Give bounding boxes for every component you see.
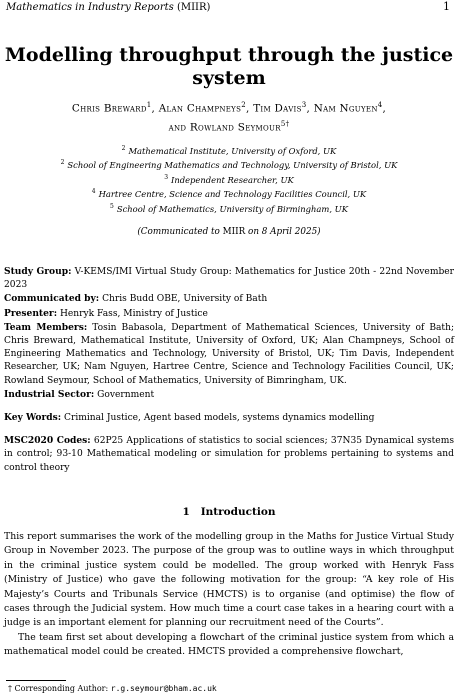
footnote bbox=[8, 684, 217, 693]
affiliation: $^4$ Hartree Centre, Science and Technology Facilities Council, UK bbox=[91, 188, 367, 199]
page-number: 1 bbox=[443, 0, 450, 13]
author-mark: 2 bbox=[241, 101, 246, 109]
affiliation: $^2$ School of Engineering Mathematics and Technology, University of Bristol, UK bbox=[60, 159, 398, 171]
author-name: Tim Davis bbox=[253, 102, 302, 115]
msc-codes: MSC2020 Codes: 62P25 Applications of statistics to social sciences; 37N35 Dynamical systems in control; 93-10 Mathematical modeling or simulation for problems pertaining to systems and control theory bbox=[4, 435, 454, 473]
paper-title: Modelling throughput through the justice system bbox=[4, 44, 454, 89]
author-mark: 3 bbox=[301, 101, 307, 109]
section-heading bbox=[0, 506, 458, 518]
author-name: Rowland Seymour bbox=[189, 121, 281, 134]
footnote-label: Corresponding Author: bbox=[14, 684, 109, 693]
author-name: Alan Champneys bbox=[158, 102, 242, 115]
metadata-block bbox=[4, 265, 454, 475]
body-text bbox=[4, 530, 454, 660]
team-members: Team Members: Tosin Babasola, Department of Mathematical Sciences, University of Bath; Chris Breward, Mathematical Institute, University of Oxford, UK; Alan Champneys, School of Engineering Mathematics and Technology, University of Bristol, UK; Tim Davis, Independent Researcher, UK; Nam Nguyen, Hartree Centre, Science and Technology Facilities Council, UK; Rowland Seymour, School of Mathematics, University of Bimringham, UK. bbox=[4, 321, 455, 386]
communicated-line: (Communicated to MIIR on 8 April 2025) bbox=[137, 227, 321, 237]
running-header bbox=[6, 2, 210, 13]
author-name: Nam Nguyen bbox=[313, 102, 378, 115]
author-mark: 1 bbox=[146, 101, 152, 109]
paragraph: The team first set about developing a flowchart of the criminal justice system from which a mathematical model could be created. HMCTS provided a comprehensive flowchart, bbox=[4, 631, 454, 658]
footnote-rule bbox=[6, 680, 66, 681]
key-words: Key Words: Criminal Justice, Agent based models, systems dynamics modelling bbox=[4, 412, 375, 424]
affiliation: $^3$ Independent Researcher, UK bbox=[164, 173, 294, 185]
affiliation: $^2$ Mathematical Institute, University of Oxford, UK bbox=[121, 145, 337, 156]
author-mark: 5† bbox=[280, 120, 290, 129]
author-name: Chris Breward bbox=[71, 102, 147, 115]
affiliation-list bbox=[20, 143, 438, 215]
study-group: Study Group: V-KEMS/IMI Virtual Study Group: Mathematics for Justice 20th - 22nd November 2023 bbox=[4, 266, 454, 291]
presenter: Presenter: Henryk Fass, Ministry of Justice bbox=[4, 307, 208, 319]
industrial-sector: Industrial Sector: Government bbox=[4, 388, 155, 400]
section-title: Introduction bbox=[200, 506, 276, 518]
author-mark: 4 bbox=[377, 101, 383, 109]
footnote-mark: † bbox=[8, 684, 12, 693]
corresponding-email: r.g.seymour@bham.ac.uk bbox=[110, 684, 217, 693]
author-conjunction: and bbox=[168, 121, 187, 134]
affiliation: $^5$ School of Mathematics, University of Birmingham, UK bbox=[110, 202, 348, 214]
communicated-by: Communicated by: Chris Budd OBE, University of Bath bbox=[4, 293, 268, 305]
journal-name: Mathematics in Industry Reports bbox=[6, 2, 174, 13]
paragraph: This report summarises the work of the modelling group in the Maths for Justice Virtual Study Group in November 2023. The purpose of the group was to outline ways in which throughput in the criminal justice system could be modelled. The group worked with Henryk Fass (Ministry of Justice) who gave the following motivation for the group: “A key role of His Majesty’s Courts and Tribunals Service (HMCTS) is to organise (and optimise) the flow of cases through the Judicial system. How much time a court case takes in a hearing court with a judge is an important element for planning our recruitment need of the Courts”. bbox=[4, 531, 454, 629]
section-number: 1 bbox=[182, 506, 190, 518]
journal-abbreviation: (MIIR) bbox=[176, 2, 211, 13]
author-list: Chris Breward$^1$, Alan Champneys$^2$, Tim Davis$^3$, Nam Nguyen$^4$, and Rowland Seymour$^{5\dagger}$ bbox=[71, 101, 387, 134]
